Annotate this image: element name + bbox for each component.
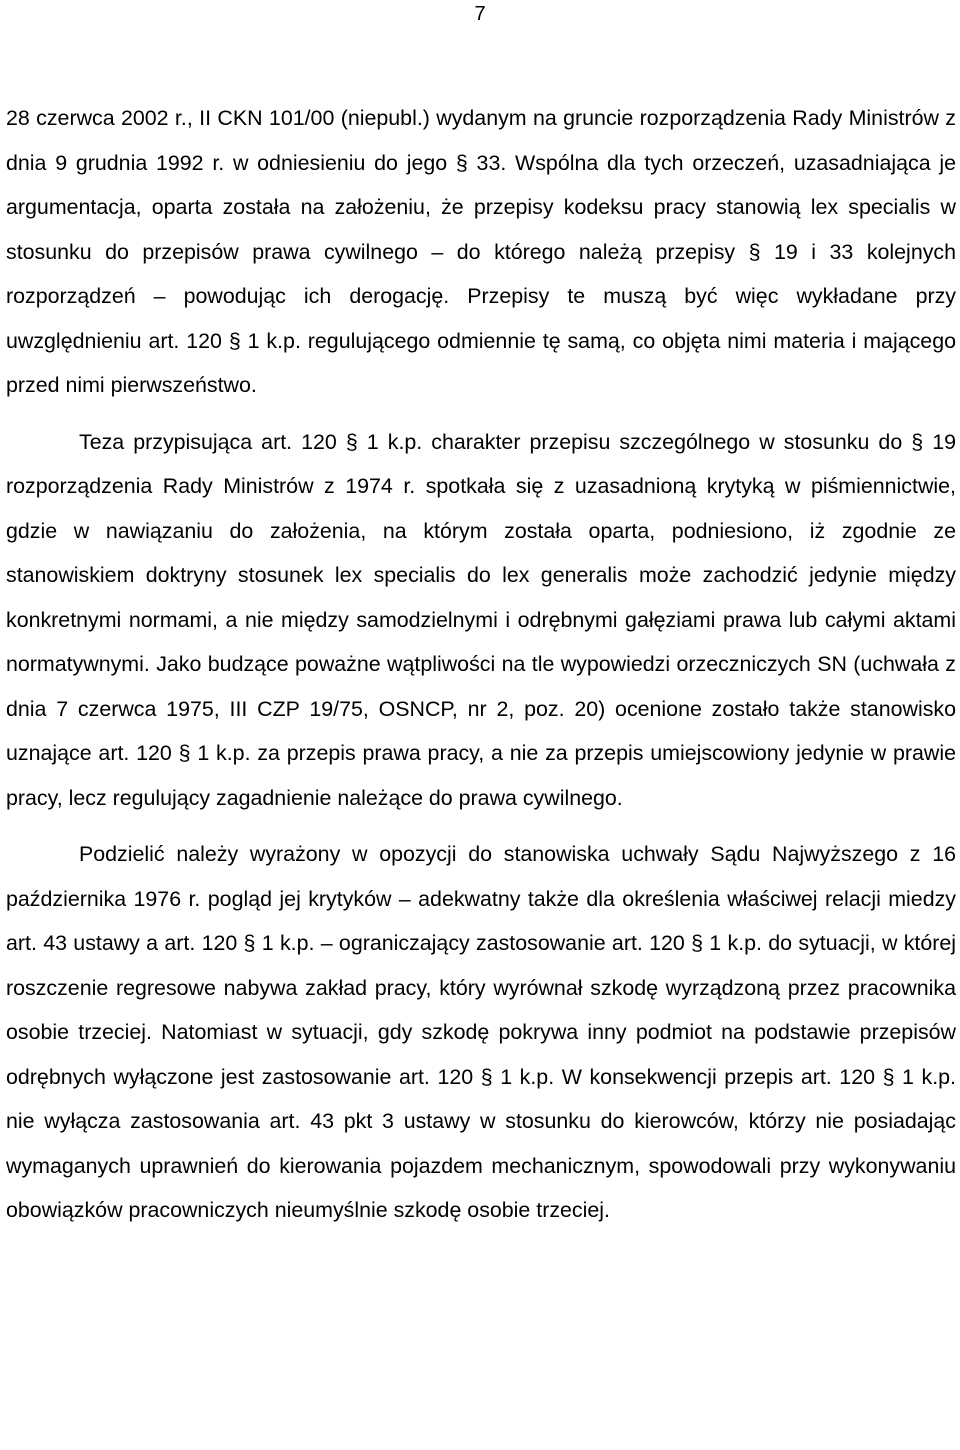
paragraph-1: 28 czerwca 2002 r., II CKN 101/00 (niepubl.) wydanym na gruncie rozporządzenia Rady Ministrów z dnia 9 grudnia 1992 r. w odniesieniu do jego § 33. Wspólna dla tych orzeczeń, uzasadniająca je argumentacja, oparta została na założeniu, że przepisy kodeksu pracy stanowią lex specialis w stosunku do przepisów prawa cywilnego – do którego należą przepisy § 19 i 33 kolejnych rozporządzeń – powodując ich derogację. Przepisy te muszą być więc wykładane przy uwzględnieniu art. 120 § 1 k.p. regulującego odmiennie tę samą, co objęta nimi materia i mającego przed nimi pierwszeństwo.: [6, 106, 956, 397]
document-body: [6, 96, 956, 1233]
paragraph-2: Teza przypisująca art. 120 § 1 k.p. charakter przepisu szczególnego w stosunku do § 19 rozporządzenia Rady Ministrów z 1974 r. spotkała się z uzasadnioną krytyką w piśmiennictwie, gdzie w nawiązaniu do założenia, na którym została oparta, podniesiono, iż zgodnie ze stanowiskiem doktryny stosunek lex specialis do lex generalis może zachodzić jedynie między konkretnymi normami, a nie między samodzielnymi i odrębnymi gałęziami prawa lub całymi aktami normatywnymi. Jako budzące poważne wątpliwości na tle wypowiedzi orzeczniczych SN (uchwała z dnia 7 czerwca 1975, III CZP 19/75, OSNCP, nr 2, poz. 20) ocenione zostało także stanowisko uznające art. 120 § 1 k.p. za przepis prawa pracy, a nie za przepis umiejscowiony jedynie w prawie pracy, lecz regulujący zagadnienie należące do prawa cywilnego.: [6, 429, 956, 810]
paragraph-3: Podzielić należy wyrażony w opozycji do stanowiska uchwały Sądu Najwyższego z 16 października 1976 r. pogląd jej krytyków – adekwatny także dla określenia właściwej relacji miedzy art. 43 ustawy a art. 120 § 1 k.p. – ograniczający zastosowanie art. 120 § 1 k.p. do sytuacji, w której roszczenie regresowe nabywa zakład pracy, który wyrównał szkodę wyrządzoną przez pracownika osobie trzeciej. Natomiast w sytuacji, gdy szkodę pokrywa inny podmiot na podstawie przepisów odrębnych wyłączone jest zastosowanie art. 120 § 1 k.p. W konsekwencji przepis art. 120 § 1 k.p. nie wyłącza zastosowania art. 43 pkt 3 ustawy w stosunku do kierowców, którzy nie posiadając wymaganych uprawnień do kierowania pojazdem mechanicznym, spowodowali przy wykonywaniu obowiązków pracowniczych nieumyślnie szkodę osobie trzeciej.: [6, 842, 956, 1222]
page-number: 7: [474, 3, 486, 25]
